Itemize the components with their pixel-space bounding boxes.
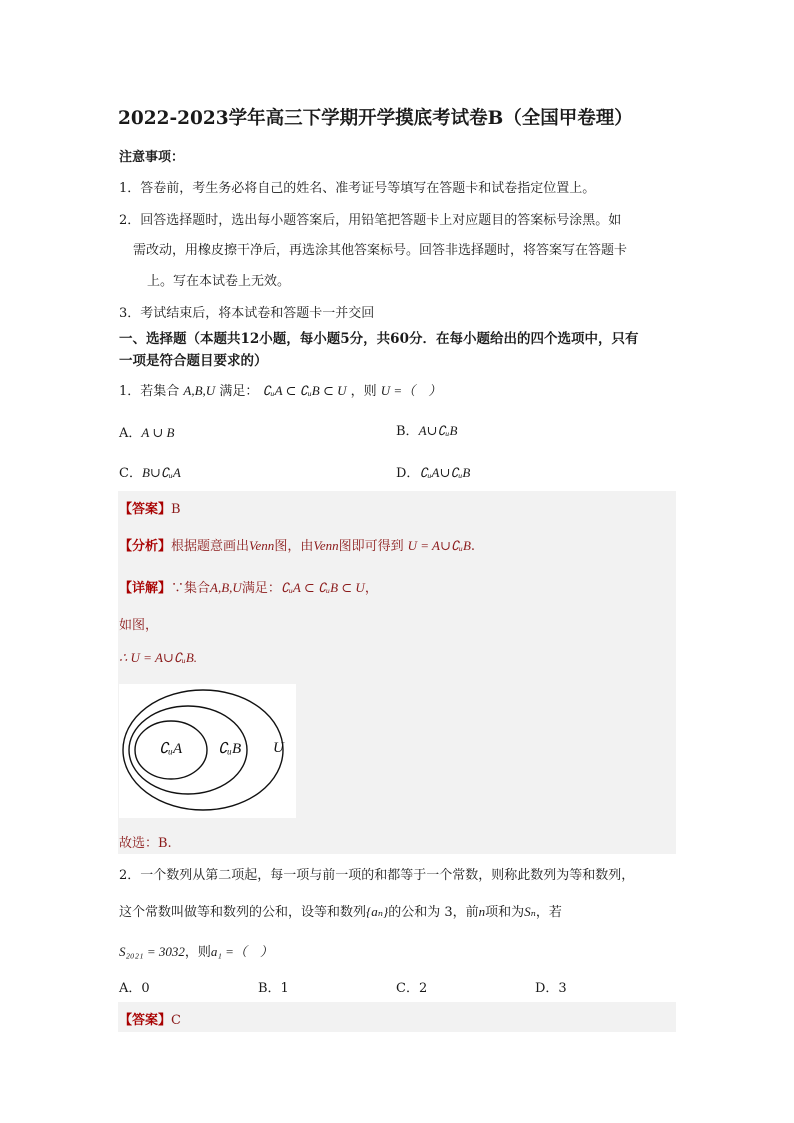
option-label: C． [119, 466, 142, 481]
answer-tag: 【答案】 [119, 502, 172, 517]
option-text: ∁ᵤA∪∁ᵤB [419, 465, 471, 480]
detail-text: ∵集合 [171, 581, 211, 596]
q1-stem-suffix: ，则 [350, 384, 377, 399]
q2-sequence: {aₙ} [366, 904, 389, 919]
q1-therefore: ∴ U = A∪∁ᵤB. [119, 650, 198, 665]
venn-diagram [119, 684, 296, 818]
q2-question: a₁ =（ ） [210, 944, 273, 959]
notice-item-1: 1．答卷前，考生务必将自己的姓名、准考证号等填写在答题卡和试卷指定位置上。 [119, 181, 596, 196]
venn-label-inner: ∁ᵤA [159, 741, 183, 757]
q2-text: 项和为 [485, 905, 525, 920]
q2-option-b: B．1 [258, 981, 289, 996]
option-text: A∪∁ᵤB [418, 423, 458, 438]
q1-option-a [119, 422, 174, 441]
q2-option-c: C．2 [396, 981, 428, 996]
q1-analysis [119, 535, 475, 554]
q1-stem-mid: 满足： [219, 384, 259, 399]
option-label: D． [396, 466, 420, 481]
notice-item-3: 3．考试结束后，将本试卷和答题卡一并交回 [119, 306, 375, 321]
q1-choose: 故选：B. [119, 836, 172, 851]
notice-item-2-end: 上。写在本试卷上无效。 [147, 274, 291, 289]
option-text: A ∪ B [141, 425, 175, 440]
q1-stem-equation: U =（ ） [380, 383, 442, 398]
q1-stem-condition: ∁ᵤA ⊂ ∁ᵤB ⊂ U [262, 383, 347, 398]
q1-stem-sets: A,B,U [183, 383, 216, 398]
q2-solution-panel [118, 1002, 676, 1032]
q2-text: 的公和为 3，前 [388, 905, 479, 920]
page-title: 2022-2023学年高三下学期开学摸底考试卷B（全国甲卷理） [118, 108, 633, 129]
notice-item-2-cont: 需改动，用橡皮擦干净后，再选涂其他答案标号。回答非选择题时，将答案写在答题卡 [133, 243, 628, 258]
q2-stem-line3 [119, 941, 273, 960]
analysis-equation: U = A∪∁ᵤB [407, 538, 471, 553]
notice-item-2: 2．回答选择题时，选出每小题答案后，用铅笔把答题卡上对应题目的答案标号涂黑。如 [119, 213, 622, 228]
detail-tag: 【详解】 [119, 581, 172, 596]
venn-label-middle: ∁ᵤB [218, 741, 242, 757]
q2-answer [119, 1009, 181, 1028]
q1-answer [119, 498, 181, 517]
q2-condition: S₂₀₂₁ = 3032 [119, 944, 185, 959]
q2-text: ，若 [535, 905, 562, 920]
analysis-text: 图即可得到 [338, 539, 404, 554]
q2-stem-line1: 2．一个数列从第二项起，每一项与前一项的和都等于一个常数，则称此数列为等和数列， [119, 868, 635, 883]
q2-stem-line2 [119, 901, 562, 920]
answer-value: C [171, 1013, 181, 1028]
q1-stem [119, 380, 441, 399]
notice-heading: 注意事项： [119, 150, 185, 165]
option-label: A． [119, 426, 142, 441]
q1-option-c [119, 462, 181, 481]
q1-as-figure: 如图， [119, 618, 159, 633]
q1-option-d [396, 462, 470, 481]
venn-diagram-svg [119, 684, 296, 818]
q2-option-d: D．3 [535, 981, 567, 996]
venn-label-outer: U [273, 740, 284, 756]
analysis-tag: 【分析】 [119, 539, 172, 554]
detail-condition: ∁ᵤA ⊂ ∁ᵤB ⊂ U [280, 580, 365, 595]
q1-stem-prefix: 1．若集合 [119, 384, 180, 399]
detail-text: 满足： [241, 581, 281, 596]
q1-option-b [396, 420, 457, 439]
section-heading-line2: 一项是符合题目要求的） [119, 353, 268, 369]
option-text: B∪∁ᵤA [141, 465, 181, 480]
answer-value: B [171, 502, 181, 517]
analysis-text: 根据题意画出 [171, 539, 250, 554]
q2-text: 这个常数叫做等和数列的公和，设等和数列 [119, 905, 367, 920]
q2-text: ，则 [184, 945, 211, 960]
detail-sets: A,B,U [210, 580, 242, 595]
q1-detail [119, 577, 378, 596]
q2-n: n [478, 904, 486, 919]
analysis-end: . [470, 539, 476, 554]
analysis-venn: Venn [313, 538, 339, 553]
analysis-text: 图，由 [274, 539, 314, 554]
q2-option-a: A．0 [119, 981, 150, 996]
answer-tag: 【答案】 [119, 1013, 172, 1028]
analysis-venn: Venn [249, 538, 275, 553]
detail-end: ， [364, 581, 378, 596]
option-label: B． [396, 424, 419, 439]
section-heading-line1: 一、选择题（本题共12小题，每小题5分，共60分．在每小题给出的四个选项中，只有 [119, 331, 639, 347]
q2-sum: Sₙ [524, 904, 536, 919]
